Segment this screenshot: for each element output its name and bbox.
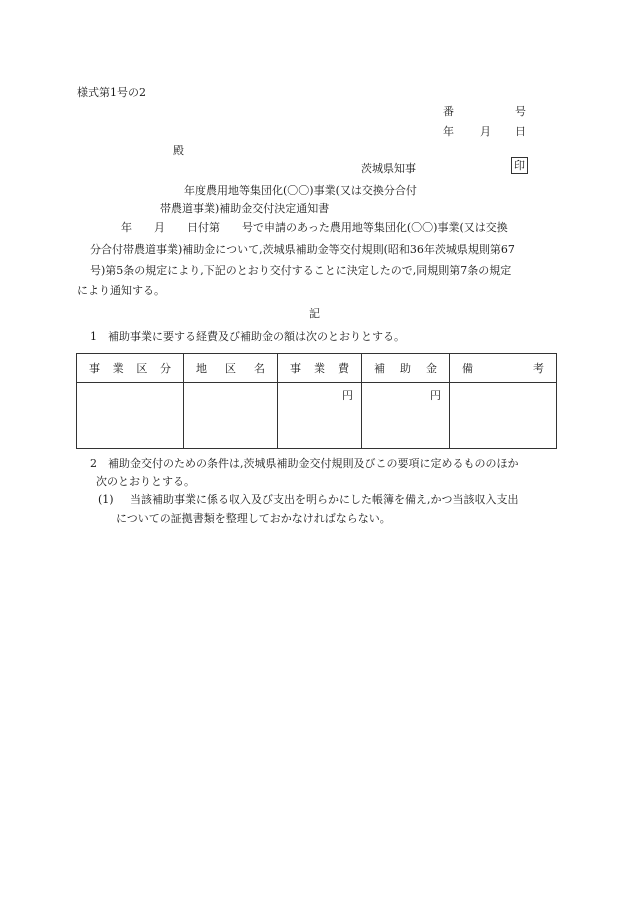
- day-label: 日: [515, 125, 526, 138]
- header-remarks: 備 考: [450, 354, 557, 383]
- intro-line-4: により通知する。: [77, 284, 165, 297]
- header-project-cost: 事 業 費: [278, 354, 362, 383]
- yen-unit: 円: [430, 389, 441, 402]
- cell-project-cost: [278, 383, 362, 449]
- issuer: 茨城県知事: [361, 162, 416, 175]
- header-project-category: 事 業 区 分: [77, 354, 184, 383]
- cell-remarks: [450, 383, 557, 449]
- addressee-suffix: 殿: [173, 144, 184, 157]
- intro-line-2: 分合付帯農道事業)補助金について,茨城県補助金等交付規則(昭和36年茨城県規則第67: [90, 243, 515, 256]
- number-label: 番: [443, 105, 454, 118]
- yen-unit: 円: [342, 389, 353, 402]
- condition-1-line-1: 当該補助事業に係る収入及び支出を明らかにした帳簿を備え,かつ当該収入支出: [130, 493, 519, 506]
- subsidy-table: [76, 353, 557, 449]
- cell-subsidy: [362, 383, 450, 449]
- item-2-line-2: 次のとおりとする。: [96, 475, 195, 488]
- ki-heading: 記: [309, 307, 320, 320]
- intro-line-3: 号)第5条の規定により,下記のとおり交付することに決定したので,同規則第7条の規定: [90, 264, 512, 277]
- header-district-name: 地 区 名: [184, 354, 278, 383]
- condition-1-line-2: についての証拠書類を整理しておかなければならない。: [116, 512, 391, 525]
- year-label: 年: [443, 125, 454, 138]
- title-line-1: 年度農用地等集団化(〇〇)事業(又は交換分合付: [184, 184, 417, 197]
- condition-1-number: (1): [98, 493, 114, 506]
- item-2-line-1: 2 補助金交付のための条件は,茨城県補助金交付規則及びこの要項に定めるもののほか: [90, 457, 519, 470]
- month-label: 月: [480, 125, 491, 138]
- item-1: 1 補助事業に要する経費及び補助金の額は次のとおりとする。: [90, 330, 405, 343]
- cell-district-name: [184, 383, 278, 449]
- seal-stamp: [511, 160, 528, 171]
- header-subsidy: 補 助 金: [362, 354, 450, 383]
- seal-label: 印: [511, 157, 528, 174]
- table-header-row: [77, 354, 557, 383]
- number-suffix: 号: [515, 105, 526, 118]
- title-line-2: 帯農道事業)補助金交付決定通知書: [160, 202, 330, 215]
- cell-project-category: [77, 383, 184, 449]
- intro-line-1: 年 月 日付第 号で申請のあった農用地等集団化(〇〇)事業(又は交換: [121, 221, 508, 234]
- form-number: 様式第1号の2: [77, 86, 146, 99]
- table-row: [77, 383, 557, 449]
